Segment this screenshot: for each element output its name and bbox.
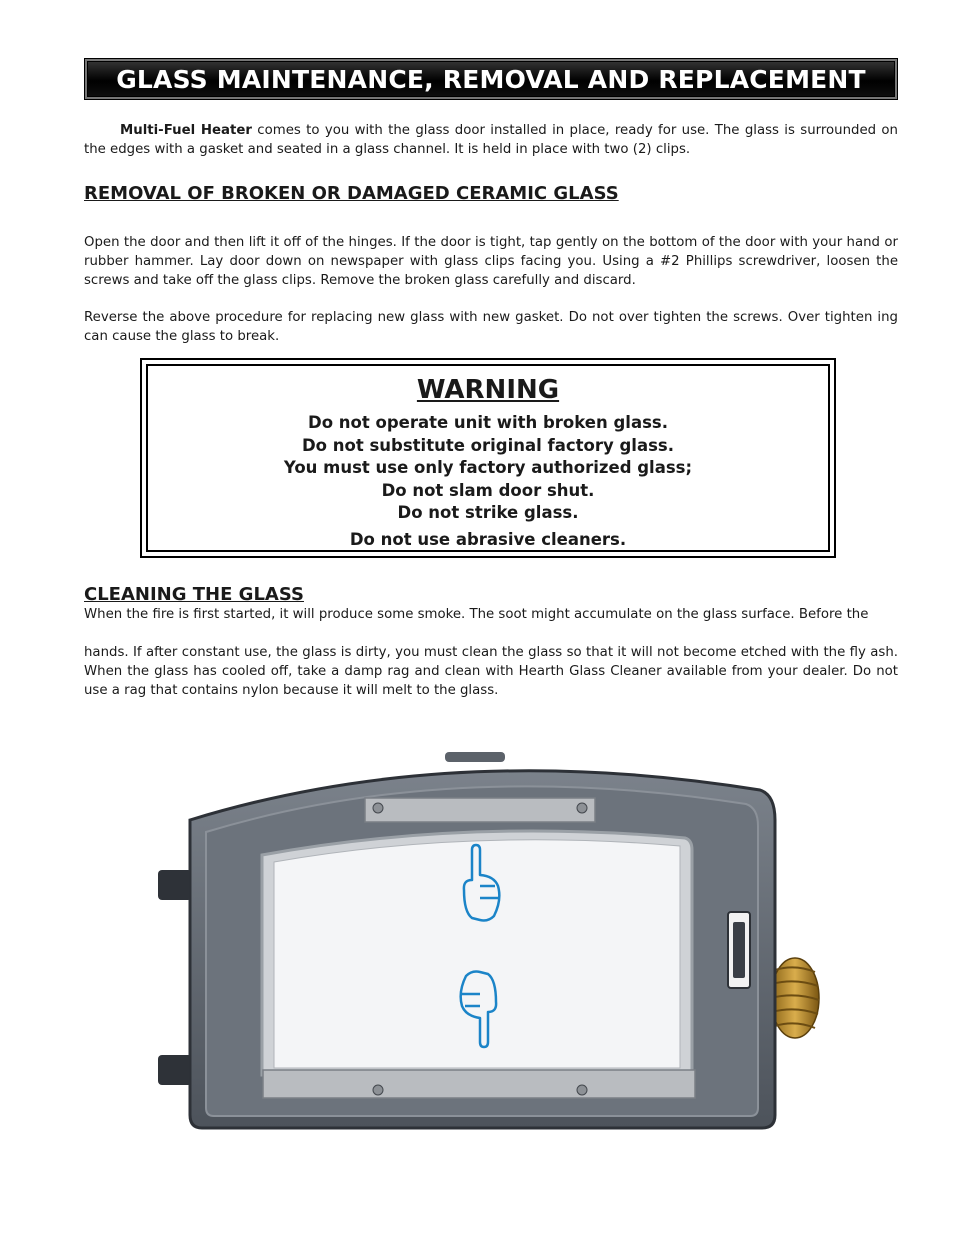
removal-paragraph-2: Reverse the above procedure for replacing new glass with new gasket. Do not over tighten the screws. Over tighten ing can cause the glass to break.: [84, 310, 898, 344]
product-name: Multi-Fuel Heater: [120, 123, 252, 138]
bottom-glass-clip: [263, 1070, 695, 1098]
warning-line: Do not substitute original factory glass.: [301, 435, 675, 455]
latch-handle-icon: [728, 912, 750, 988]
warning-line: Do not operate unit with broken glass.: [308, 413, 668, 432]
warning-box: [140, 358, 836, 558]
page-title: GLASS MAINTENANCE, REMOVAL AND REPLACEMENT: [116, 64, 866, 94]
warning-line: Do not strike glass.: [397, 503, 579, 523]
hinge-icon: [158, 870, 192, 1085]
warning-line: Do not slam door shut.: [381, 480, 595, 500]
removal-paragraph-1: Open the door and then lift it off of the hinges. If the door is tight, tap gently on the bottom of the door with your hand or rubber hammer. Lay door down on newspaper with glass clips facing you. Using a #2 Phillips screwdriver, loosen the screws and take off the glass clips. Remove the broken glass carefully and discard.: [84, 235, 898, 288]
removal-heading: REMOVAL OF BROKEN OR DAMAGED CERAMIC GLASS: [84, 183, 619, 204]
glass-door-diagram: [150, 750, 830, 1140]
warning-line: Do not use abrasive cleaners.: [349, 529, 627, 549]
cleaning-heading: CLEANING THE GLASS: [84, 584, 304, 605]
title-banner: [84, 58, 898, 100]
cleaning-line-1: When the fire is first started, it will produce some smoke. The soot might accumulate on the glass surface. Before the: [84, 607, 869, 622]
spring-knob-icon: [771, 958, 819, 1038]
warning-box-inner: [146, 364, 830, 552]
cleaning-paragraph: hands. If after constant use, the glass is dirty, you must clean the glass so that it will not become etched with the fly ash. When the glass has cooled off, take a damp rag and clean with Hearth Glass Cleaner available from your dealer. Do not use a rag that contains nylon because it will melt to the glass.: [84, 645, 898, 698]
intro-paragraph: [84, 121, 898, 159]
warning-line: You must use only factory authorized glass;: [283, 458, 693, 478]
top-glass-clip: [365, 798, 595, 822]
intro-text: comes to you with the glass door installed in place, ready for use. The glass is surrounded on the edges with a gasket and seated in a glass channel. It is held in place with two (2) clips.: [84, 123, 898, 157]
warning-title: WARNING: [416, 375, 560, 405]
